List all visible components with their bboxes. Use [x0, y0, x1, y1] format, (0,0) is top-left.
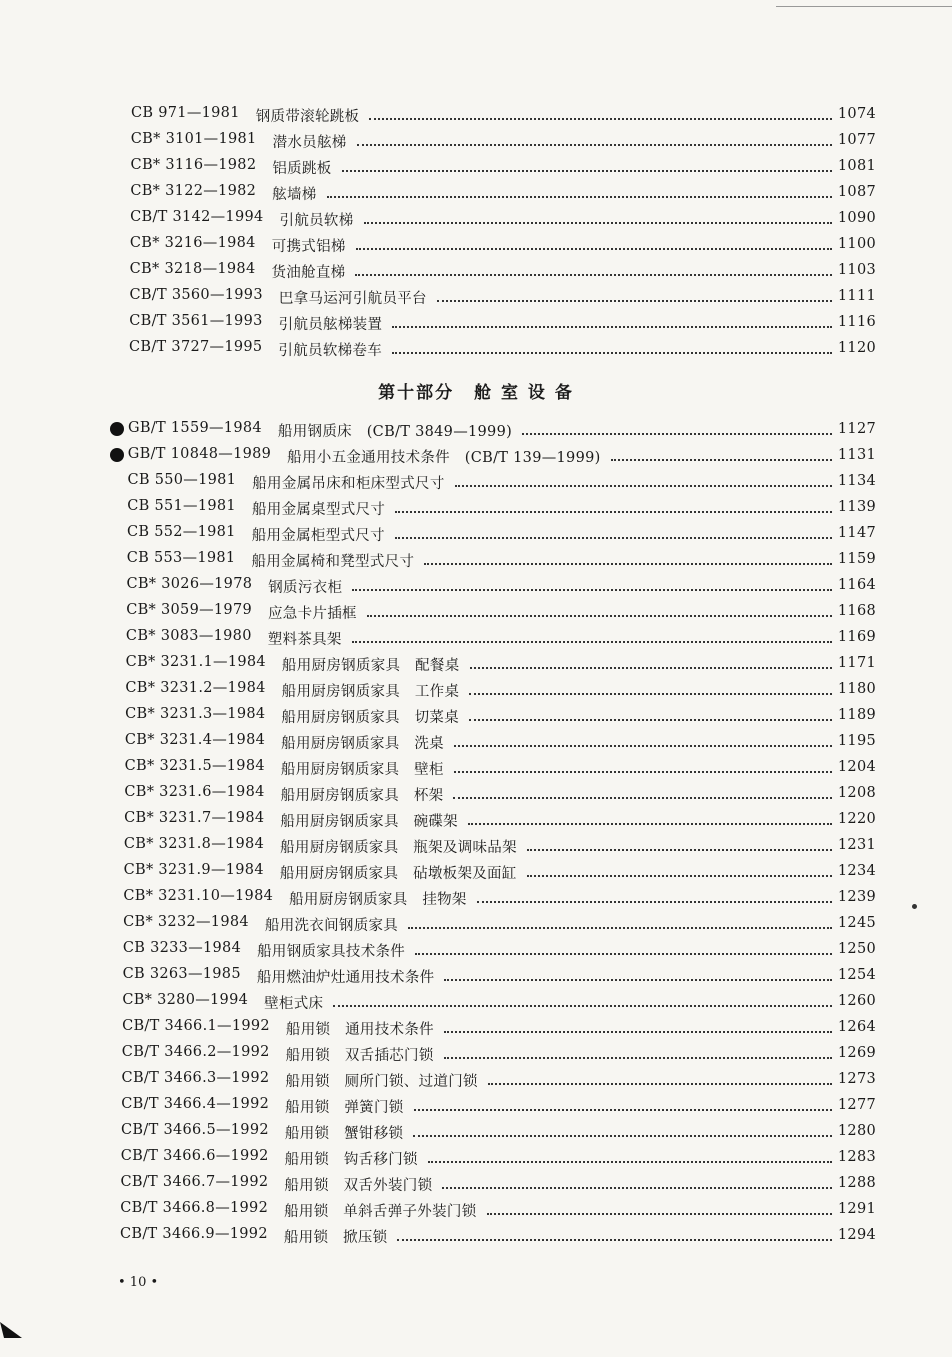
toc-entry-code: CB 550—1981 — [127, 472, 237, 488]
toc-entry-title: 船用厨房钢质家具 碗碟架 — [280, 814, 458, 830]
toc-entry — [0, 1016, 952, 1038]
toc-entry-code: GB/T 1559—1984 — [128, 420, 262, 436]
toc-entry-title: 可携式铝梯 — [271, 239, 346, 255]
toc-entry-title: 钢质带滚轮跳板 — [255, 109, 360, 125]
dot-leader — [468, 820, 832, 825]
toc-entry — [0, 1042, 952, 1064]
toc-entry-title: 舷墙梯 — [272, 187, 317, 203]
toc-entry-page: 1087 — [837, 184, 876, 200]
toc-entry-code: CB* 3083—1980 — [125, 628, 252, 644]
dot-leader — [364, 219, 832, 224]
section-prefix: 第十部分 — [378, 383, 455, 403]
toc-entry — [0, 730, 952, 752]
toc-entry-title: 船用厨房钢质家具 切菜桌 — [281, 710, 460, 726]
toc-entry — [0, 155, 952, 177]
toc-entry — [0, 626, 952, 648]
toc-entry — [0, 782, 952, 804]
dot-leader — [327, 193, 832, 198]
toc-entry-code: CB 551—1981 — [127, 498, 236, 514]
toc-entry-code: CB/T 3560—1993 — [129, 287, 263, 303]
toc-entry-title: 船用厨房钢质家具 壁柜 — [280, 762, 444, 778]
toc-entry-page: 1139 — [837, 499, 876, 515]
toc-entry-page: 1260 — [837, 993, 876, 1009]
toc-entry-page: 1111 — [837, 288, 876, 304]
toc-entry-page: 1280 — [837, 1123, 876, 1139]
toc-entry-title: 船用锁 蟹钳移锁 — [284, 1126, 404, 1142]
toc-entry-page: 1273 — [837, 1071, 876, 1087]
toc-entry-page: 1231 — [837, 837, 876, 853]
toc-entry-title: 船用金属椅和凳型式尺寸 — [251, 554, 415, 570]
toc-entry — [0, 548, 952, 570]
toc-entry-title: 引航员软梯卷车 — [278, 343, 383, 359]
toc-entry-title: 钢质污衣柜 — [268, 580, 343, 596]
toc-entry-page: 1208 — [837, 785, 876, 801]
dot-leader — [437, 297, 832, 302]
toc-entry-title: 货油舱直梯 — [271, 265, 346, 281]
footer-page-number: • 10 • — [118, 1275, 159, 1290]
toc-entry-code: CB/T 3561—1993 — [129, 313, 263, 329]
toc-entry-code: CB* 3101—1981 — [130, 131, 257, 147]
toc-entry — [0, 418, 952, 440]
toc-entry — [0, 574, 952, 596]
toc-entry-page: 1147 — [837, 525, 876, 541]
toc-entry-page: 1189 — [837, 707, 876, 723]
dot-leader — [444, 1028, 832, 1033]
toc-entry — [0, 129, 952, 151]
toc-entry-title: 壁柜式床 — [264, 996, 324, 1012]
toc-entry-page: 1245 — [837, 915, 876, 931]
toc-entry-page: 1116 — [837, 314, 876, 330]
dot-leader — [455, 482, 832, 487]
toc-entry — [0, 470, 952, 492]
toc-entry — [0, 990, 952, 1012]
toc-entry-title: 铝质跳板 — [272, 161, 332, 177]
toc-entry-code: CB/T 3466.6—1992 — [120, 1148, 269, 1164]
toc-entry-title: 塑料茶具架 — [267, 632, 342, 648]
toc-entry-code: CB* 3026—1978 — [126, 576, 253, 592]
dot-leader — [454, 768, 832, 773]
toc-entry-page: 1288 — [837, 1175, 876, 1191]
dot-leader — [395, 508, 832, 513]
toc-entry-code: CB* 3231.2—1984 — [125, 680, 266, 696]
toc-entry-title: 船用锁 掀压锁 — [283, 1230, 388, 1246]
toc-entry-page: 1131 — [837, 447, 876, 463]
toc-entry-title: 船用洗衣间钢质家具 — [264, 918, 399, 934]
dot-leader — [395, 534, 832, 539]
toc-entry-code: CB/T 3727—1995 — [129, 339, 263, 355]
toc-entry — [0, 834, 952, 856]
page-corner-mark — [0, 1318, 24, 1340]
dot-leader — [453, 794, 831, 799]
toc-entry-page: 1103 — [837, 262, 876, 278]
toc-entry-code: CB/T 3466.7—1992 — [120, 1174, 269, 1190]
toc-entry-page: 1169 — [837, 629, 876, 645]
scan-speck — [912, 904, 917, 909]
toc-entry-page: 1254 — [837, 967, 876, 983]
toc-entry-page: 1164 — [837, 577, 876, 593]
toc-entry-page: 1090 — [837, 210, 876, 226]
dot-leader — [392, 323, 832, 328]
dot-leader — [355, 271, 831, 276]
toc-entry-title: 船用钢质家具技术条件 — [257, 944, 406, 960]
toc-entry-code: CB* 3232—1984 — [123, 914, 249, 930]
toc-entry — [0, 886, 952, 908]
toc-entry-title: 巴拿马运河引航员平台 — [278, 291, 427, 307]
bullet-mark — [110, 448, 124, 462]
toc-entry-title: 船用厨房钢质家具 洗桌 — [281, 736, 444, 752]
section-title: 舱 室 设 备 — [474, 383, 574, 403]
dot-leader — [442, 1184, 832, 1189]
toc-entry-code: CB 971—1981 — [131, 105, 240, 121]
toc-entry — [0, 808, 952, 830]
toc-entry-title: 船用燃油炉灶通用技术条件 — [256, 970, 435, 986]
dot-leader — [454, 742, 832, 747]
toc-entry-title: 船用锁 厕所门锁、过道门锁 — [285, 1074, 478, 1090]
toc-entry-title: 船用金属柜型式尺寸 — [251, 528, 385, 544]
toc-entry-page: 1250 — [837, 941, 876, 957]
toc-entry-page: 1283 — [837, 1149, 876, 1165]
toc-entry-code: CB* 3231.10—1984 — [123, 888, 274, 904]
toc-entry-title: 船用小五金通用技术条件 (CB/T 139—1999) — [287, 450, 601, 466]
toc-entry-title: 船用厨房钢质家具 挂物架 — [289, 892, 467, 908]
toc-entry-code: CB/T 3466.8—1992 — [120, 1200, 269, 1216]
toc-entry-page: 1239 — [837, 889, 876, 905]
toc-entry — [0, 1146, 952, 1168]
toc-entry-page: 1168 — [837, 603, 876, 619]
toc-entry-title: 引航员舷梯装置 — [278, 317, 383, 333]
toc-entry — [0, 600, 952, 622]
toc-entry — [0, 181, 952, 203]
toc-entry-title: 船用锁 钩舌移门锁 — [284, 1152, 418, 1168]
dot-leader — [342, 167, 832, 172]
dot-leader — [527, 846, 832, 851]
dot-leader — [369, 115, 832, 120]
toc-entry-code: CB* 3059—1979 — [126, 602, 252, 618]
toc-entry — [0, 522, 952, 544]
toc-entry — [0, 1068, 952, 1090]
toc-entry-page: 1294 — [837, 1227, 876, 1243]
toc-entry-title: 船用厨房钢质家具 工作桌 — [281, 684, 460, 700]
dot-leader — [392, 349, 832, 354]
toc-entry-code: CB 553—1981 — [126, 550, 236, 566]
toc-entry-page: 1277 — [837, 1097, 876, 1113]
toc-entry — [0, 964, 952, 986]
dot-leader — [357, 141, 832, 146]
toc-entry-page: 1077 — [837, 132, 876, 148]
toc-entry-code: CB* 3280—1994 — [122, 992, 249, 1008]
bullet-mark — [110, 422, 124, 436]
toc-entry-page: 1234 — [837, 863, 876, 879]
toc-entry-code: CB/T 3466.9—1992 — [120, 1226, 268, 1242]
dot-leader — [444, 976, 831, 981]
toc-entry-code: CB* 3231.6—1984 — [124, 784, 265, 800]
dot-leader — [470, 664, 832, 669]
dot-leader — [414, 1106, 832, 1111]
toc-entry — [0, 860, 952, 882]
toc-entry — [0, 1198, 952, 1220]
dot-leader — [611, 456, 832, 461]
toc-entry-title: 船用厨房钢质家具 瓶架及调味品架 — [280, 840, 517, 856]
toc-entry — [0, 311, 952, 333]
toc-entry-page: 1291 — [837, 1201, 876, 1217]
dot-leader — [488, 1080, 832, 1085]
toc-entry — [0, 259, 952, 281]
dot-leader — [415, 950, 832, 955]
toc-entry — [0, 1172, 952, 1194]
toc-entry — [0, 337, 952, 359]
toc-entry-title: 船用金属桌型式尺寸 — [251, 502, 386, 518]
toc-entry-code: CB* 3122—1982 — [130, 183, 257, 199]
dot-leader — [527, 872, 832, 877]
dot-leader — [367, 612, 832, 617]
toc-entry-title: 船用金属吊床和柜床型式尺寸 — [252, 476, 445, 492]
toc-entry-page: 1159 — [837, 551, 876, 567]
dot-leader — [352, 586, 832, 591]
toc-entry — [0, 756, 952, 778]
toc-entry — [0, 496, 952, 518]
toc-entry-code: CB/T 3466.1—1992 — [122, 1018, 270, 1034]
dot-leader — [356, 245, 832, 250]
toc-entry — [0, 912, 952, 934]
toc-entry-page: 1180 — [837, 681, 876, 697]
toc-entry — [0, 103, 952, 125]
toc-entry — [0, 444, 952, 466]
toc-entry-page: 1127 — [837, 421, 876, 437]
toc-entry — [0, 233, 952, 255]
toc-entry — [0, 652, 952, 674]
toc-entry — [0, 1120, 952, 1142]
toc-entry-code: CB* 3231.9—1984 — [123, 862, 264, 878]
toc-entry-code: CB* 3231.5—1984 — [124, 758, 265, 774]
toc-entry-code: CB* 3231.1—1984 — [125, 654, 266, 670]
toc-entry-page: 1081 — [837, 158, 876, 174]
toc-entry-code: CB* 3231.7—1984 — [124, 810, 265, 826]
toc-entry-page: 1204 — [837, 759, 876, 775]
toc-entry-title: 船用锁 双舌外装门锁 — [284, 1178, 433, 1194]
dot-leader — [487, 1210, 832, 1215]
dot-leader — [469, 690, 832, 695]
toc-entry-page: 1220 — [837, 811, 876, 827]
dot-leader — [413, 1132, 832, 1137]
toc-entry-title: 潜水员舷梯 — [272, 135, 347, 151]
dot-leader — [397, 1236, 831, 1241]
toc-entry-code: CB/T 3142—1994 — [130, 209, 264, 225]
scan-edge-line — [776, 6, 952, 7]
toc-entry-code: CB 3233—1984 — [122, 940, 242, 956]
toc-entry-page: 1195 — [837, 733, 876, 749]
toc-entry-page: 1100 — [837, 236, 876, 252]
toc-entry-page: 1171 — [837, 655, 876, 671]
toc-entry — [0, 285, 952, 307]
toc-entry-code: CB* 3116—1982 — [130, 157, 257, 173]
toc-entry-page: 1120 — [837, 340, 876, 356]
section-heading — [0, 378, 952, 403]
toc-entry-page: 1074 — [837, 106, 876, 122]
dot-leader — [333, 1002, 832, 1007]
toc-entry-title: 船用厨房钢质家具 砧墩板架及面缸 — [279, 866, 517, 882]
dot-leader — [477, 898, 832, 903]
dot-leader — [424, 560, 832, 565]
toc-entry-page: 1134 — [837, 473, 876, 489]
toc-entry-code: CB* 3231.8—1984 — [123, 836, 265, 852]
dot-leader — [352, 638, 832, 643]
toc-entry-code: CB/T 3466.4—1992 — [121, 1096, 270, 1112]
toc-entry-title: 船用锁 单斜舌弹子外装门锁 — [284, 1204, 477, 1220]
toc-entry — [0, 1224, 952, 1246]
toc-entry — [0, 704, 952, 726]
toc-entry-code: CB* 3231.4—1984 — [124, 732, 266, 748]
toc-entry-title: 应急卡片插框 — [268, 606, 357, 622]
toc-entry-code: CB* 3218—1984 — [129, 261, 256, 277]
toc-entry — [0, 938, 952, 960]
dot-leader — [408, 924, 832, 929]
toc-entry-code: CB* 3216—1984 — [129, 235, 256, 251]
toc-entry — [0, 207, 952, 229]
toc-entry-code: GB/T 10848—1989 — [127, 446, 272, 462]
toc-entry-title: 船用厨房钢质家具 杯架 — [280, 788, 444, 804]
toc-entry-code: CB/T 3466.3—1992 — [121, 1070, 270, 1086]
dot-leader — [428, 1158, 832, 1163]
dot-leader — [469, 716, 832, 721]
toc-entry-title: 引航员软梯 — [279, 213, 354, 229]
toc-entry-code: CB 552—1981 — [126, 524, 236, 540]
dot-leader — [444, 1054, 832, 1059]
toc-entry-code: CB* 3231.3—1984 — [125, 706, 266, 722]
toc-entry-title: 船用厨房钢质家具 配餐桌 — [281, 658, 460, 674]
toc-entry-page: 1264 — [837, 1019, 876, 1035]
toc-entry-title: 船用锁 双舌插芯门锁 — [285, 1048, 434, 1064]
toc-entry-page: 1269 — [837, 1045, 876, 1061]
toc-entry — [0, 1094, 952, 1116]
toc-entry-title: 船用钢质床 (CB/T 3849—1999) — [277, 424, 513, 440]
toc-entry-code: CB/T 3466.5—1992 — [121, 1122, 269, 1138]
toc-entry-title: 船用锁 弹簧门锁 — [285, 1100, 404, 1116]
toc-entry-code: CB 3263—1985 — [122, 966, 241, 982]
toc-entry-code: CB/T 3466.2—1992 — [121, 1044, 270, 1060]
toc-entry — [0, 678, 952, 700]
toc-entry-title: 船用锁 通用技术条件 — [285, 1022, 434, 1038]
dot-leader — [522, 430, 832, 435]
